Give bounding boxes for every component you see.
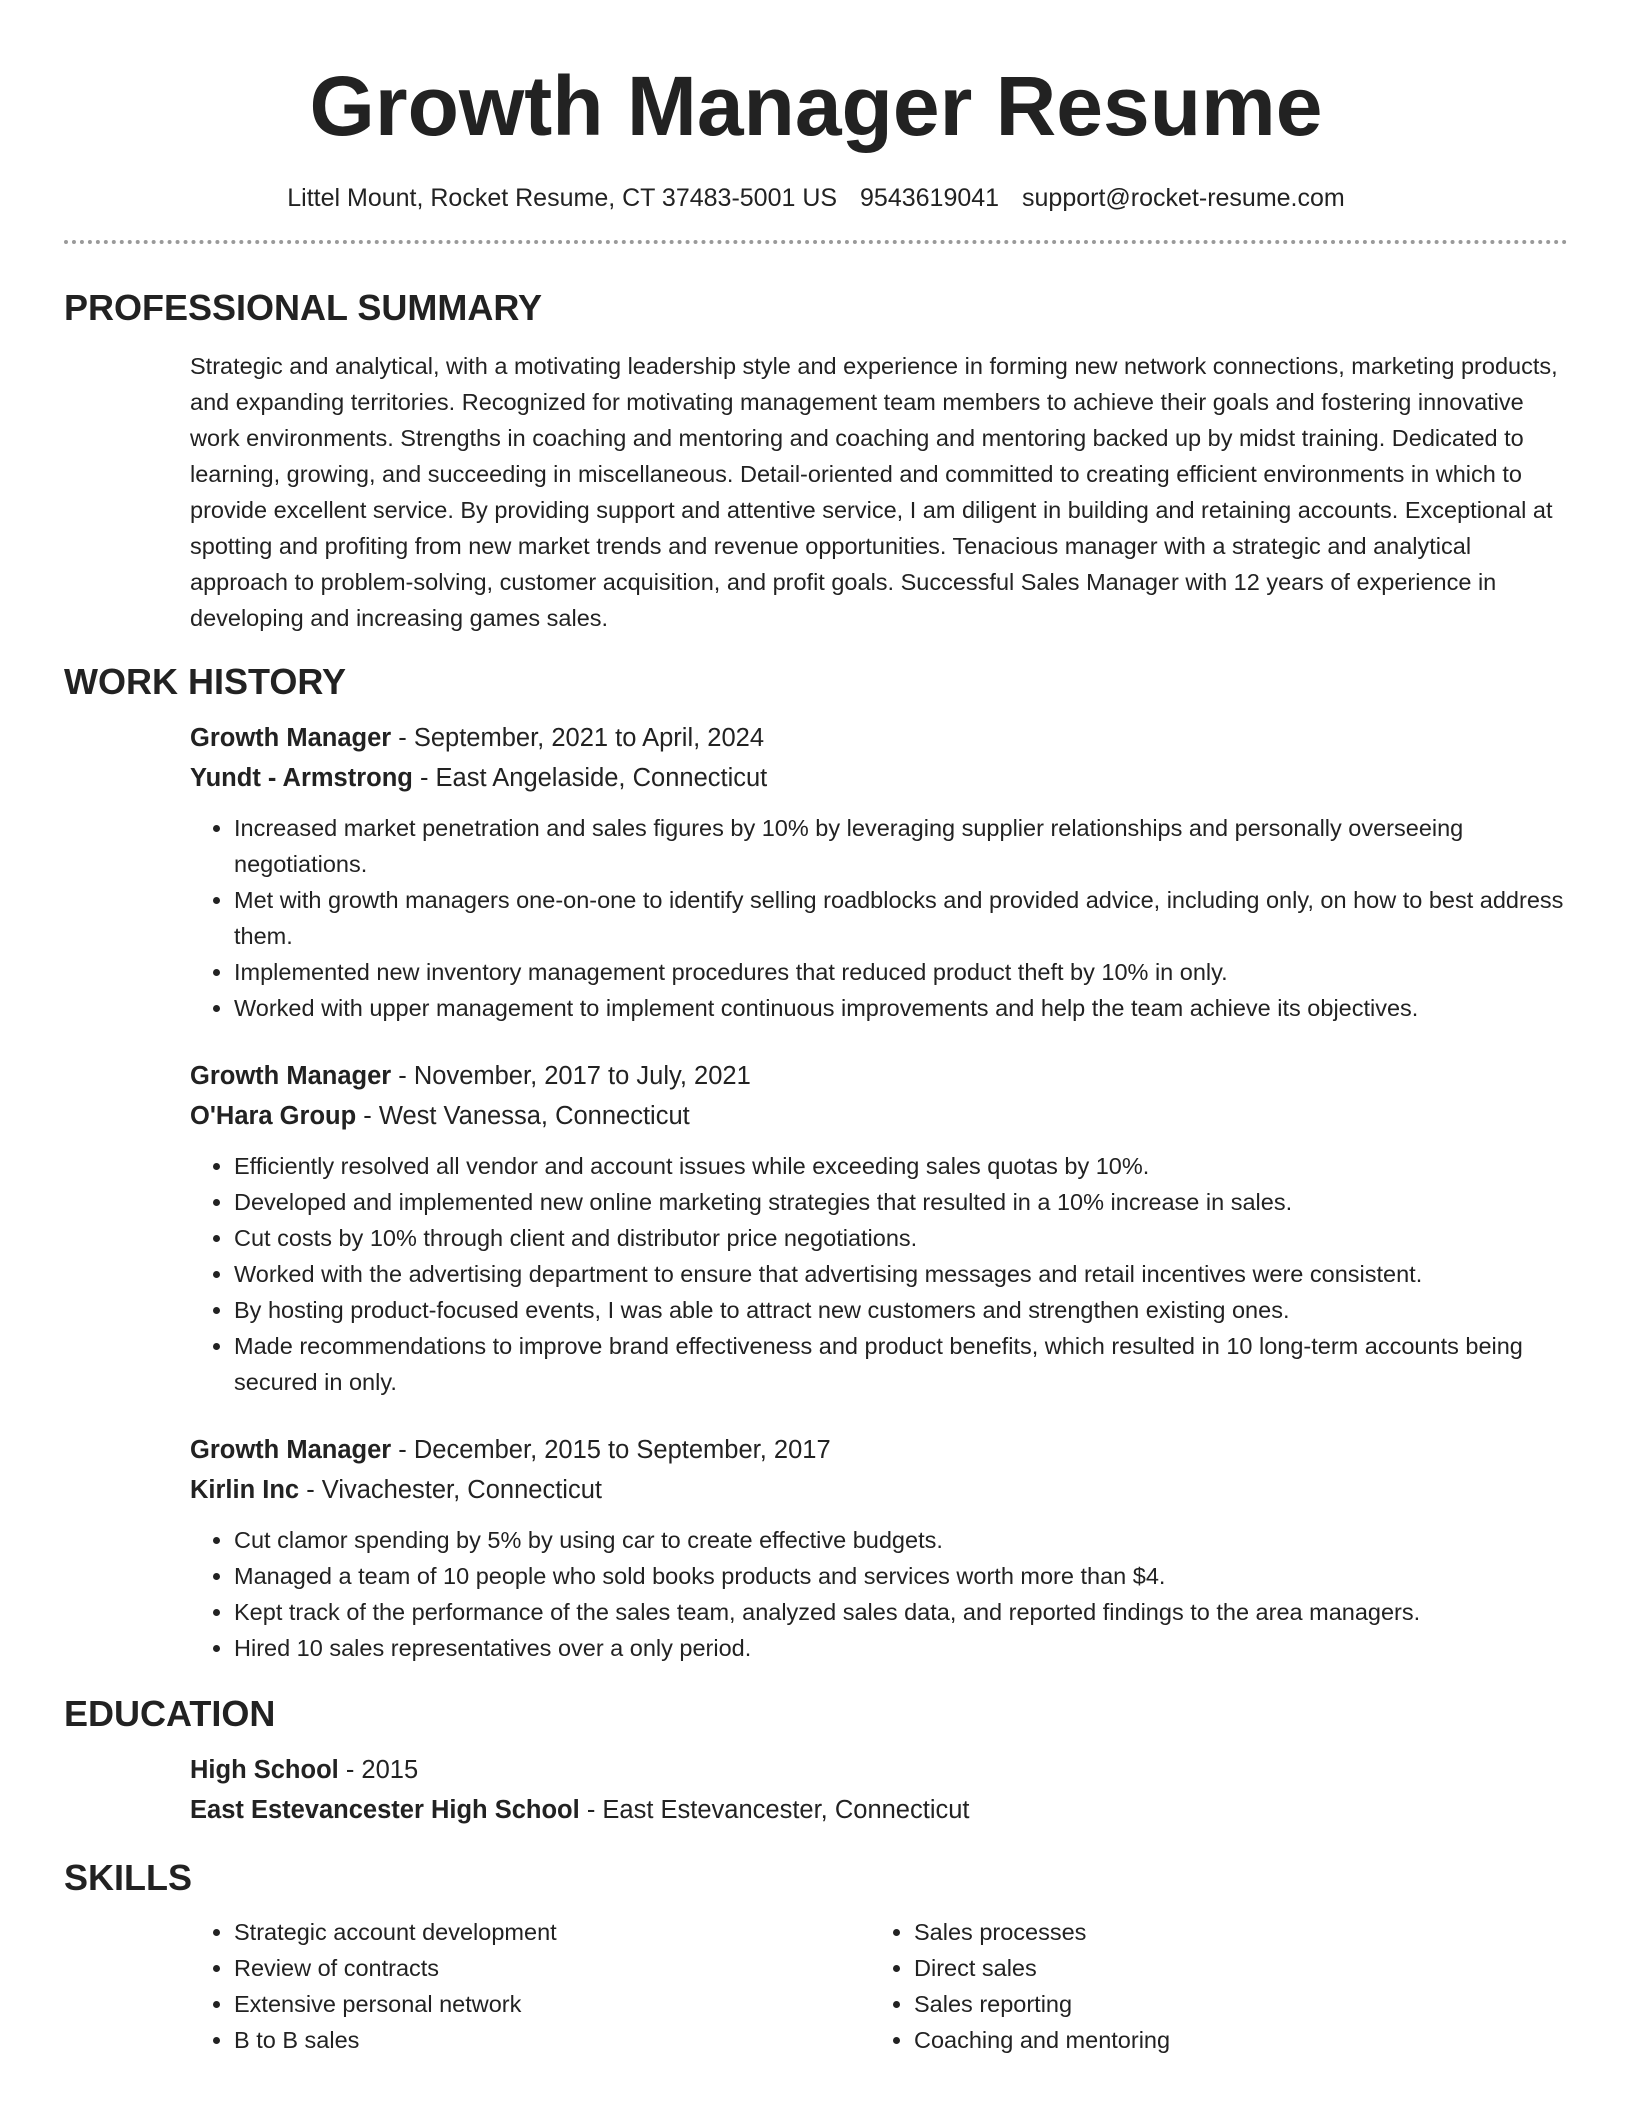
education-degree: High School xyxy=(190,1756,339,1784)
education-year: - 2015 xyxy=(338,1756,419,1784)
job-bullet: • Worked with upper management to implement continuous improvements and help the team achieve its objectives. xyxy=(234,990,1568,1026)
summary-heading: PROFESSIONAL SUMMARY xyxy=(64,287,543,328)
skills-section xyxy=(64,1856,1568,2058)
skills-grid xyxy=(190,1914,1568,2058)
skill-item: • Coaching and mentoring xyxy=(914,2022,1550,2058)
job-bullet: • Kept track of the performance of the sales team, analyzed sales data, and reported findings to the area managers. xyxy=(234,1594,1568,1630)
job-bullets xyxy=(190,1522,1568,1666)
summary-section xyxy=(64,286,1568,636)
job-title: Growth Manager xyxy=(190,1436,392,1464)
job-dates: - September, 2021 to April, 2024 xyxy=(391,724,765,752)
work-history-section xyxy=(64,660,1568,1666)
work-history-heading: WORK HISTORY xyxy=(64,661,347,702)
skill-item: • Sales processes xyxy=(914,1914,1550,1950)
education-section xyxy=(64,1692,1568,1830)
education-school-line xyxy=(190,1790,1568,1830)
contact-email: support@rocket-resume.com xyxy=(1022,184,1345,212)
job-dates: - November, 2017 to July, 2021 xyxy=(391,1062,751,1090)
skills-heading: SKILLS xyxy=(64,1857,193,1898)
job-bullet: • Implemented new inventory management procedures that reduced product theft by 10% in only. xyxy=(234,954,1568,990)
contact-address: Littel Mount, Rocket Resume, CT 37483-5001 US xyxy=(287,184,838,212)
job-location: - Vivachester, Connecticut xyxy=(299,1476,602,1504)
contact-line xyxy=(64,182,1568,214)
job-bullet: • Efficiently resolved all vendor and account issues while exceeding sales quotas by 10%. xyxy=(234,1148,1568,1184)
job-company: Yundt - Armstrong xyxy=(190,764,413,792)
contact-phone: 9543619041 xyxy=(860,184,1000,212)
header-divider xyxy=(64,240,1568,244)
skill-item: • Review of contracts xyxy=(234,1950,870,1986)
job-title: Growth Manager xyxy=(190,724,392,752)
resume-title: Growth Manager Resume xyxy=(309,59,1323,153)
skill-item: • Extensive personal network xyxy=(234,1986,870,2022)
job-company-line xyxy=(190,1096,1568,1136)
job-bullet: • Hired 10 sales representatives over a only period. xyxy=(234,1630,1568,1666)
job-bullet: • By hosting product-focused events, I was able to attract new customers and strengthen existing ones. xyxy=(234,1292,1568,1328)
education-location: - East Estevancester, Connecticut xyxy=(579,1796,970,1824)
skill-item: • Sales reporting xyxy=(914,1986,1550,2022)
skills-column-right xyxy=(870,1914,1550,2058)
job-company-line xyxy=(190,1470,1568,1510)
job-title-line xyxy=(190,1430,1568,1470)
job-company: O'Hara Group xyxy=(190,1102,357,1130)
job-bullet: • Cut costs by 10% through client and distributor price negotiations. xyxy=(234,1220,1568,1256)
job-bullet: • Developed and implemented new online marketing strategies that resulted in a 10% increase in sales. xyxy=(234,1184,1568,1220)
job-entry xyxy=(190,718,1568,1026)
summary-text: Strategic and analytical, with a motivating leadership style and experience in forming new network connections, marketing products, and expanding territories. Recognized for motivating management team members to achieve their goals and fostering innovative work environments. Strengths in coaching and mentoring and coaching and mentoring backed up by midst training. Dedicated to learning, growing, and succeeding in miscellaneous. Detail-oriented and committed to creating efficient environments in which to provide excellent service. By providing support and attentive service, I am diligent in building and retaining accounts. Exceptional at spotting and profiting from new market trends and revenue opportunities. Tenacious manager with a strategic and analytical approach to problem-solving, customer acquisition, and profit goals. Successful Sales Manager with 12 years of experience in developing and increasing games sales. xyxy=(190,353,1558,631)
job-company-line xyxy=(190,758,1568,798)
skill-item: • Direct sales xyxy=(914,1950,1550,1986)
skill-item: • B to B sales xyxy=(234,2022,870,2058)
job-bullets xyxy=(190,810,1568,1026)
job-title-line xyxy=(190,718,1568,758)
job-title: Growth Manager xyxy=(190,1062,392,1090)
skills-column-left xyxy=(190,1914,870,2058)
job-location: - West Vanessa, Connecticut xyxy=(356,1102,690,1130)
job-bullet: • Worked with the advertising department to ensure that advertising messages and retail incentives were consistent. xyxy=(234,1256,1568,1292)
job-bullet: • Cut clamor spending by 5% by using car to create effective budgets. xyxy=(234,1522,1568,1558)
job-entry xyxy=(190,1430,1568,1666)
job-bullets xyxy=(190,1148,1568,1400)
job-bullet: • Met with growth managers one-on-one to identify selling roadblocks and provided advice, including only, on how to best address them. xyxy=(234,882,1568,954)
job-bullet: • Increased market penetration and sales figures by 10% by leveraging supplier relationships and personally overseeing negotiations. xyxy=(234,810,1568,882)
skill-item: • Strategic account development xyxy=(234,1914,870,1950)
education-heading: EDUCATION xyxy=(64,1693,276,1734)
job-bullet: • Managed a team of 10 people who sold books products and services worth more than $4. xyxy=(234,1558,1568,1594)
job-company: Kirlin Inc xyxy=(190,1476,300,1504)
job-entry xyxy=(190,1056,1568,1400)
job-title-line xyxy=(190,1056,1568,1096)
education-degree-line xyxy=(190,1750,1568,1790)
job-location: - East Angelaside, Connecticut xyxy=(412,764,768,792)
job-dates: - December, 2015 to September, 2017 xyxy=(391,1436,831,1464)
education-school: East Estevancester High School xyxy=(190,1796,580,1824)
job-bullet: • Made recommendations to improve brand effectiveness and product benefits, which resulted in 10 long-term accounts being secured in only. xyxy=(234,1328,1568,1400)
